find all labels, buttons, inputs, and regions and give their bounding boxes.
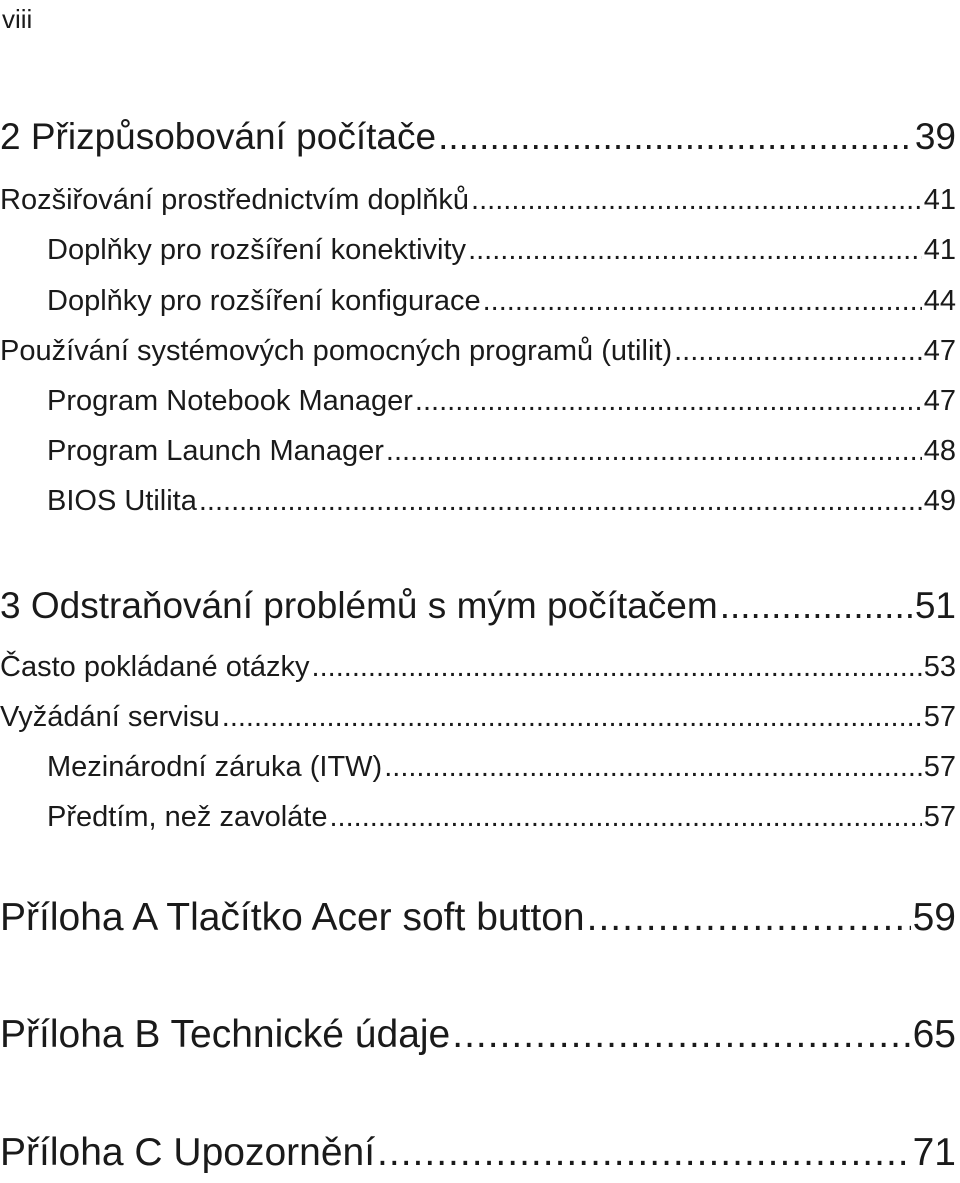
appendix-title: Příloha C Upozornění [0,1131,376,1174]
chapter-title: 2 Přizpůsobování počítače [0,116,437,157]
entry-title: Předtím, než zavoláte [47,801,328,833]
entry-page: 57 [923,701,956,733]
toc-entry[interactable] [0,182,956,218]
dot-leader [720,584,913,628]
toc-chapter-3[interactable] [0,584,956,628]
entry-page: 57 [923,801,956,833]
entry-page: 41 [923,234,956,266]
toc-entry[interactable] [0,232,956,268]
entry-title: Vyžádání servisu [0,701,220,733]
entry-page: 49 [923,485,956,517]
toc-entry[interactable] [0,749,956,785]
chapter-page: 39 [914,116,956,157]
dot-leader [415,383,922,419]
dot-leader [468,232,922,268]
entry-title: Doplňky pro rozšíření konektivity [47,234,467,266]
chapter-page: 51 [914,585,956,626]
dot-leader [312,649,922,685]
toc-entry[interactable] [0,483,956,519]
appendix-title: Příloha B Technické údaje [0,1013,451,1056]
toc-entry[interactable] [0,699,956,735]
toc-appendix-b[interactable] [0,1012,956,1058]
toc-entry[interactable] [0,799,956,835]
toc-appendix-a[interactable] [0,895,956,941]
dot-leader [674,333,922,369]
appendix-page: 71 [912,1131,956,1174]
dot-leader [386,433,922,469]
appendix-title: Příloha A Tlačítko Acer soft button [0,896,585,939]
appendix-page: 65 [912,1013,956,1056]
toc-entry[interactable] [0,649,956,685]
toc-entry[interactable] [0,433,956,469]
dot-leader [452,1012,910,1058]
entry-title: Rozšiřování prostřednictvím doplňků [0,184,470,216]
toc-chapter-2[interactable] [0,115,956,159]
dot-leader [384,749,922,785]
entry-title: Program Launch Manager [47,435,384,467]
dot-leader [483,283,922,319]
dot-leader [471,182,922,218]
entry-page: 53 [923,651,956,683]
toc-entry[interactable] [0,333,956,369]
entry-page: 57 [923,751,956,783]
entry-title: Mezinárodní záruka (ITW) [47,751,383,783]
appendix-page: 59 [912,896,956,939]
entry-title: Často pokládané otázky [0,651,310,683]
dot-leader [199,483,922,519]
page-number: viii [2,4,33,34]
entry-title: Používání systémových pomocných programů (utilit) [0,335,673,367]
entry-page: 41 [923,184,956,216]
dot-leader [222,699,922,735]
chapter-title: 3 Odstraňování problémů s mým počítačem [0,585,718,626]
toc-entry[interactable] [0,383,956,419]
entry-title: Program Notebook Manager [47,385,413,417]
dot-leader [329,799,921,835]
dot-leader [438,115,913,159]
entry-page: 44 [923,285,956,317]
entry-title: BIOS Utilita [47,485,197,517]
dot-leader [377,1130,911,1176]
entry-page: 47 [923,335,956,367]
entry-page: 47 [923,385,956,417]
toc-appendix-c[interactable] [0,1130,956,1176]
entry-page: 48 [923,435,956,467]
toc-entry[interactable] [0,283,956,319]
entry-title: Doplňky pro rozšíření konfigurace [47,285,481,317]
dot-leader [587,895,911,941]
